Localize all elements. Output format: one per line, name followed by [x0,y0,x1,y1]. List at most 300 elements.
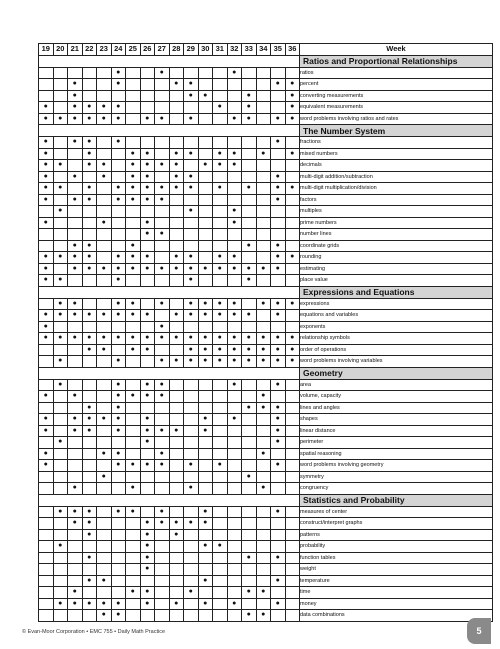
empty-week-cell [227,564,242,576]
empty-week-cell [184,552,199,564]
empty-week-cell [140,506,155,518]
empty-week-cell [256,229,271,241]
skill-label: word problems involving geometry [300,460,493,472]
week-dot-marker: ● [53,437,68,449]
empty-week-cell [126,414,141,426]
skill-row [39,564,493,576]
week-dot-marker: ● [140,564,155,576]
empty-week-cell [155,414,170,426]
empty-week-cell [184,379,199,391]
empty-week-cell [169,391,184,403]
empty-week-cell [53,263,68,275]
empty-week-cell [213,171,228,183]
empty-week-cell [184,425,199,437]
skill-label: time [300,587,493,599]
empty-week-cell [271,391,286,403]
week-dot-marker: ● [169,148,184,160]
week-dot-marker: ● [256,298,271,310]
week-dot-marker: ● [184,310,199,322]
empty-week-cell [285,552,300,564]
week-dot-marker: ● [285,148,300,160]
empty-week-cell [53,414,68,426]
empty-week-cell [53,79,68,91]
skill-label: word problems involving variables [300,356,493,368]
week-dot-marker: ● [227,310,242,322]
empty-week-cell [155,137,170,149]
week-dot-marker: ● [184,113,199,125]
week-dot-marker: ● [271,460,286,472]
week-dot-marker: ● [213,541,228,553]
week-dot-marker: ● [111,79,126,91]
empty-week-cell [256,160,271,172]
week-dot-marker: ● [271,506,286,518]
empty-week-cell [198,217,213,229]
empty-week-cell [285,310,300,322]
empty-week-cell [184,229,199,241]
week-dot-marker: ● [155,448,170,460]
empty-week-cell [97,90,112,102]
week-dot-marker: ● [126,160,141,172]
week-dot-marker: ● [39,263,54,275]
empty-week-cell [169,564,184,576]
empty-week-cell [155,610,170,622]
week-dot-marker: ● [68,414,83,426]
week-dot-marker: ● [285,356,300,368]
empty-week-cell [285,518,300,530]
empty-week-cell [256,598,271,610]
week-dot-marker: ● [140,460,155,472]
empty-week-cell [155,483,170,495]
empty-week-cell [227,541,242,553]
skill-row [39,483,493,495]
week-dot-marker: ● [169,79,184,91]
empty-week-cell [256,552,271,564]
empty-week-cell [155,552,170,564]
empty-week-cell [140,79,155,91]
week-dot-marker: ● [271,240,286,252]
week-dot-marker: ● [242,183,257,195]
empty-week-cell [227,610,242,622]
week-dot-marker: ● [53,160,68,172]
week-dot-marker: ● [140,425,155,437]
week-dot-marker: ● [111,102,126,114]
week-dot-marker: ● [271,598,286,610]
week-dot-marker: ● [227,263,242,275]
week-dot-marker: ● [242,240,257,252]
empty-week-cell [184,471,199,483]
empty-week-cell [242,529,257,541]
skill-label: exponents [300,321,493,333]
empty-week-cell [242,206,257,218]
empty-week-cell [184,194,199,206]
footer-text: © Evan-Moor Corporation • EMC 755 • Daily Math Practice [22,629,166,635]
empty-week-cell [213,217,228,229]
empty-week-cell [271,275,286,287]
empty-week-cell [256,171,271,183]
skill-row [39,67,493,79]
section-title: Expressions and Equations [300,286,493,298]
empty-week-cell [68,160,83,172]
skill-label: money [300,598,493,610]
empty-week-cell [285,564,300,576]
skill-label: volume, capacity [300,391,493,403]
empty-week-cell [213,391,228,403]
week-dot-marker: ● [271,437,286,449]
empty-week-cell [242,414,257,426]
empty-week-cell [97,183,112,195]
empty-week-cell [169,437,184,449]
week-dot-marker: ● [198,425,213,437]
week-dot-marker: ● [213,298,228,310]
empty-week-cell [140,610,155,622]
empty-week-cell [285,171,300,183]
empty-week-cell [271,529,286,541]
week-dot-marker: ● [198,310,213,322]
empty-week-cell [155,529,170,541]
empty-week-cell [97,564,112,576]
skill-label: rounding [300,252,493,264]
empty-week-cell [285,587,300,599]
empty-week-cell [97,321,112,333]
week-dot-marker: ● [169,171,184,183]
week-dot-marker: ● [198,575,213,587]
empty-week-cell [155,217,170,229]
empty-week-cell [97,460,112,472]
empty-week-cell [126,113,141,125]
empty-week-cell [140,67,155,79]
empty-week-cell [169,113,184,125]
week-dot-marker: ● [39,414,54,426]
week-dot-marker: ● [39,148,54,160]
empty-week-cell [242,379,257,391]
empty-week-cell [271,321,286,333]
week-dot-marker: ● [155,506,170,518]
week-dot-marker: ● [140,391,155,403]
empty-week-cell [184,610,199,622]
empty-week-cell [271,67,286,79]
empty-week-cell [198,402,213,414]
empty-week-cell [227,587,242,599]
section-header-row [39,125,493,137]
week-dot-marker: ● [126,263,141,275]
empty-week-cell [68,460,83,472]
week-dot-marker: ● [39,425,54,437]
week-dot-marker: ● [271,298,286,310]
skill-row [39,102,493,114]
week-dot-marker: ● [82,575,97,587]
week-dot-marker: ● [155,321,170,333]
week-dot-marker: ● [169,160,184,172]
skill-row [39,437,493,449]
empty-week-cell [82,171,97,183]
empty-week-cell [111,471,126,483]
empty-week-cell [155,587,170,599]
empty-week-cell [242,448,257,460]
week-dot-marker: ● [68,263,83,275]
empty-week-cell [227,137,242,149]
empty-week-cell [256,102,271,114]
week-dot-marker: ● [285,298,300,310]
skill-label: factors [300,194,493,206]
empty-week-cell [184,240,199,252]
empty-week-cell [227,171,242,183]
empty-week-cell [68,321,83,333]
section-title: Geometry [300,367,493,379]
week-dot-marker: ● [271,356,286,368]
week-dot-marker: ● [53,206,68,218]
empty-week-cell [184,575,199,587]
week-dot-marker: ● [111,414,126,426]
skill-label: linear distance [300,425,493,437]
empty-week-cell [184,321,199,333]
week-dot-marker: ● [140,541,155,553]
week-dot-marker: ● [111,275,126,287]
week-number-header: 25 [126,44,141,56]
empty-week-cell [111,575,126,587]
week-dot-marker: ● [68,194,83,206]
week-number-header: 30 [198,44,213,56]
empty-week-cell [126,471,141,483]
empty-week-cell [97,587,112,599]
empty-week-cell [213,425,228,437]
empty-week-cell [285,379,300,391]
week-dot-marker: ● [140,598,155,610]
week-dot-marker: ● [155,113,170,125]
skill-label: equations and variables [300,310,493,322]
week-dot-marker: ● [271,263,286,275]
empty-week-cell [285,598,300,610]
week-dot-marker: ● [68,587,83,599]
week-dot-marker: ● [126,333,141,345]
empty-week-cell [198,171,213,183]
week-dot-marker: ● [97,171,112,183]
empty-week-cell [97,356,112,368]
empty-week-cell [39,90,54,102]
skill-row [39,471,493,483]
week-dot-marker: ● [140,160,155,172]
week-dot-marker: ● [242,333,257,345]
week-dot-marker: ● [155,518,170,530]
week-dot-marker: ● [140,552,155,564]
empty-week-cell [39,483,54,495]
week-dot-marker: ● [126,483,141,495]
week-dot-marker: ● [227,206,242,218]
week-dot-marker: ● [169,263,184,275]
empty-week-cell [97,194,112,206]
empty-week-cell [68,67,83,79]
week-dot-marker: ● [198,518,213,530]
week-dot-marker: ● [111,391,126,403]
week-dot-marker: ● [68,113,83,125]
skill-label: congruency [300,483,493,495]
empty-week-cell [285,414,300,426]
empty-week-cell [82,541,97,553]
empty-week-cell [285,483,300,495]
week-dot-marker: ● [140,148,155,160]
skill-row [39,79,493,91]
empty-week-cell [39,356,54,368]
week-dot-marker: ● [242,356,257,368]
empty-week-cell [111,564,126,576]
week-dot-marker: ● [68,240,83,252]
week-dot-marker: ● [242,102,257,114]
empty-week-cell [82,90,97,102]
week-dot-marker: ● [155,183,170,195]
week-dot-marker: ● [155,160,170,172]
empty-week-cell [271,229,286,241]
empty-week-cell [155,437,170,449]
week-dot-marker: ● [39,333,54,345]
empty-week-cell [97,541,112,553]
week-dot-marker: ● [126,148,141,160]
week-dot-marker: ● [227,160,242,172]
empty-week-cell [155,310,170,322]
empty-week-cell [53,391,68,403]
section-spacer-cell [39,494,300,506]
empty-week-cell [184,541,199,553]
empty-week-cell [213,137,228,149]
empty-week-cell [126,79,141,91]
week-dot-marker: ● [271,194,286,206]
week-dot-marker: ● [82,598,97,610]
empty-week-cell [242,137,257,149]
skill-row [39,206,493,218]
week-dot-marker: ● [97,414,112,426]
skill-row [39,402,493,414]
week-dot-marker: ● [111,137,126,149]
week-dot-marker: ● [213,148,228,160]
empty-week-cell [82,471,97,483]
week-dot-marker: ● [227,67,242,79]
empty-week-cell [198,483,213,495]
week-dot-marker: ● [97,310,112,322]
week-dot-marker: ● [39,321,54,333]
week-dot-marker: ● [82,113,97,125]
empty-week-cell [256,541,271,553]
empty-week-cell [227,79,242,91]
week-dot-marker: ● [97,217,112,229]
week-dot-marker: ● [227,379,242,391]
empty-week-cell [126,425,141,437]
week-dot-marker: ● [97,160,112,172]
skill-row [39,90,493,102]
empty-week-cell [39,402,54,414]
week-dot-marker: ● [111,425,126,437]
empty-week-cell [140,240,155,252]
empty-week-cell [53,460,68,472]
empty-week-cell [198,529,213,541]
empty-week-cell [184,506,199,518]
empty-week-cell [198,113,213,125]
week-dot-marker: ● [213,160,228,172]
empty-week-cell [169,541,184,553]
week-dot-marker: ● [111,598,126,610]
week-dot-marker: ● [256,148,271,160]
empty-week-cell [111,240,126,252]
empty-week-cell [227,518,242,530]
week-dot-marker: ● [53,356,68,368]
empty-week-cell [184,160,199,172]
empty-week-cell [227,506,242,518]
week-dot-marker: ● [271,425,286,437]
empty-week-cell [213,598,228,610]
empty-week-cell [82,217,97,229]
empty-week-cell [256,79,271,91]
empty-week-cell [68,564,83,576]
week-dot-marker: ● [111,448,126,460]
week-dot-marker: ● [82,252,97,264]
skill-label: data combinations [300,610,493,622]
empty-week-cell [213,402,228,414]
empty-week-cell [68,356,83,368]
empty-week-cell [198,379,213,391]
empty-week-cell [53,518,68,530]
week-dot-marker: ● [111,183,126,195]
week-dot-marker: ● [39,113,54,125]
week-dot-marker: ● [53,113,68,125]
empty-week-cell [271,206,286,218]
empty-week-cell [68,183,83,195]
week-dot-marker: ● [82,518,97,530]
week-dot-marker: ● [68,102,83,114]
empty-week-cell [242,391,257,403]
empty-week-cell [155,471,170,483]
week-dot-marker: ● [184,333,199,345]
week-dot-marker: ● [111,310,126,322]
week-dot-marker: ● [169,356,184,368]
week-dot-marker: ● [256,587,271,599]
empty-week-cell [126,206,141,218]
week-dot-marker: ● [271,171,286,183]
empty-week-cell [242,598,257,610]
empty-week-cell [111,552,126,564]
empty-week-cell [68,217,83,229]
week-number-header: 24 [111,44,126,56]
empty-week-cell [285,160,300,172]
week-number-header: 33 [242,44,257,56]
week-dot-marker: ● [68,252,83,264]
week-dot-marker: ● [111,356,126,368]
empty-week-cell [111,148,126,160]
empty-week-cell [82,448,97,460]
empty-week-cell [169,610,184,622]
skill-label: equivalent measurements [300,102,493,114]
week-dot-marker: ● [285,252,300,264]
empty-week-cell [169,67,184,79]
empty-week-cell [285,402,300,414]
skill-label: area [300,379,493,391]
week-dot-marker: ● [242,587,257,599]
week-dot-marker: ● [111,67,126,79]
section-spacer-cell [39,55,300,67]
empty-week-cell [82,275,97,287]
empty-week-cell [285,206,300,218]
week-dot-marker: ● [140,263,155,275]
empty-week-cell [68,275,83,287]
empty-week-cell [53,564,68,576]
skill-row [39,217,493,229]
empty-week-cell [111,541,126,553]
empty-week-cell [242,79,257,91]
empty-week-cell [242,252,257,264]
empty-week-cell [39,67,54,79]
empty-week-cell [227,448,242,460]
empty-week-cell [53,471,68,483]
empty-week-cell [184,391,199,403]
skill-row [39,460,493,472]
week-dot-marker: ● [271,344,286,356]
empty-week-cell [155,90,170,102]
